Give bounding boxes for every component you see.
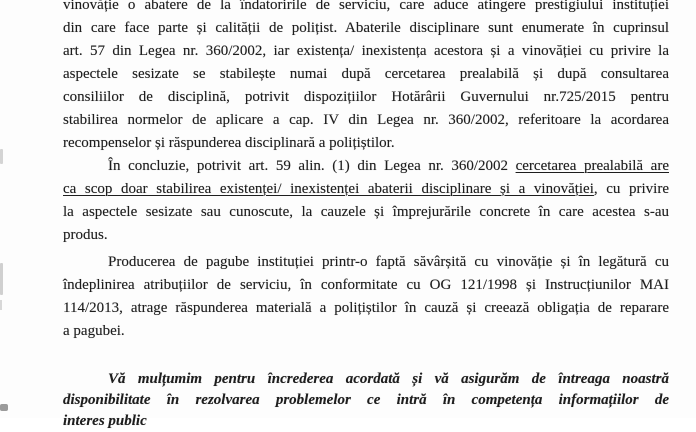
document-line bbox=[63, 109, 669, 132]
document-line bbox=[63, 63, 669, 86]
document-line bbox=[63, 274, 669, 297]
text-segment: art. 57 din Legea nr. 360/2002, iar existența/ inexistența acestora și a vinovăției cu privire la bbox=[63, 43, 669, 59]
text-segment: interes public bbox=[63, 413, 147, 429]
document-line bbox=[63, 40, 669, 63]
text-segment: vinovăție o abatere de la îndatoririle de serviciu, care aduce atingere prestigiului instituției bbox=[63, 0, 669, 13]
scan-artifact bbox=[0, 149, 3, 164]
document-line bbox=[63, 155, 669, 178]
text-segment: 114/2013, atrage răspunderea materială a polițiștilor în cauză și creează obligația de reparare bbox=[63, 300, 669, 316]
paragraph-disciplinary bbox=[63, 0, 669, 155]
document-line bbox=[63, 297, 669, 320]
text-segment: aspectele sesizate se stabilește numai după cercetarea prealabilă și după consultarea bbox=[63, 66, 669, 82]
text-segment: disponibilitate în rezolvarea problemelor ce intră în competența informațiilor de bbox=[63, 392, 669, 408]
document-line bbox=[63, 369, 669, 390]
text-segment: , cu privire bbox=[593, 181, 669, 197]
text-segment: În concluzie, potrivit art. 59 alin. (1) din Legea nr. 360/2002 bbox=[108, 158, 516, 174]
text-segment: din care face parte și calității de polițist. Abaterile disciplinare sunt enumerate în cuprinsul bbox=[63, 20, 669, 36]
document-line bbox=[63, 224, 669, 247]
underlined-text-segment: ca scop doar stabilirea existenței/ inexistenței abaterii disciplinare și a vinovăției bbox=[63, 181, 594, 197]
text-segment: consiliilor de disciplină, potrivit dispozițiilor Hotărârii Guvernului nr.725/2015 pentru bbox=[63, 89, 669, 105]
paragraph-damages bbox=[63, 251, 669, 343]
document-line bbox=[63, 86, 669, 109]
document-line bbox=[63, 0, 669, 17]
document-line bbox=[63, 320, 669, 343]
document-line bbox=[63, 132, 669, 155]
paragraph-conclusion bbox=[63, 155, 669, 247]
text-segment: Producerea de pagube instituției printr-o faptă săvârșită cu vinovăție și în legătură cu bbox=[108, 254, 669, 270]
scan-artifact bbox=[0, 300, 2, 310]
document-text-block bbox=[63, 0, 669, 432]
text-segment: stabilirea normelor de aplicare a cap. IV din Legea nr. 360/2002, referitoare la acordarea bbox=[63, 112, 669, 128]
scan-artifact bbox=[0, 263, 3, 295]
scan-artifact bbox=[0, 404, 8, 411]
text-segment: la aspectele sesizate sau cunoscute, la cauzele și împrejurările concrete în care acestea s-au bbox=[63, 204, 669, 220]
text-segment: Vă mulțumim pentru încrederea acordată și vă asigurăm de întreaga noastră bbox=[108, 371, 669, 387]
text-segment: îndeplinirea atribuțiilor de serviciu, în conformitate cu OG 121/1998 și Instrucțiunilor MAI bbox=[63, 277, 669, 293]
paragraph-closing bbox=[63, 369, 669, 432]
document-line bbox=[63, 390, 669, 411]
document-line bbox=[63, 201, 669, 224]
document-line bbox=[63, 251, 669, 274]
text-segment: a pagubei. bbox=[63, 323, 125, 339]
document-line bbox=[63, 411, 669, 432]
text-segment: recompenselor și răspunderea disciplinară a polițiștilor. bbox=[63, 135, 395, 151]
document-line bbox=[63, 178, 669, 201]
document-line bbox=[63, 17, 669, 40]
underlined-text-segment: cercetarea prealabilă are bbox=[515, 158, 669, 174]
text-segment: produs. bbox=[63, 227, 108, 243]
